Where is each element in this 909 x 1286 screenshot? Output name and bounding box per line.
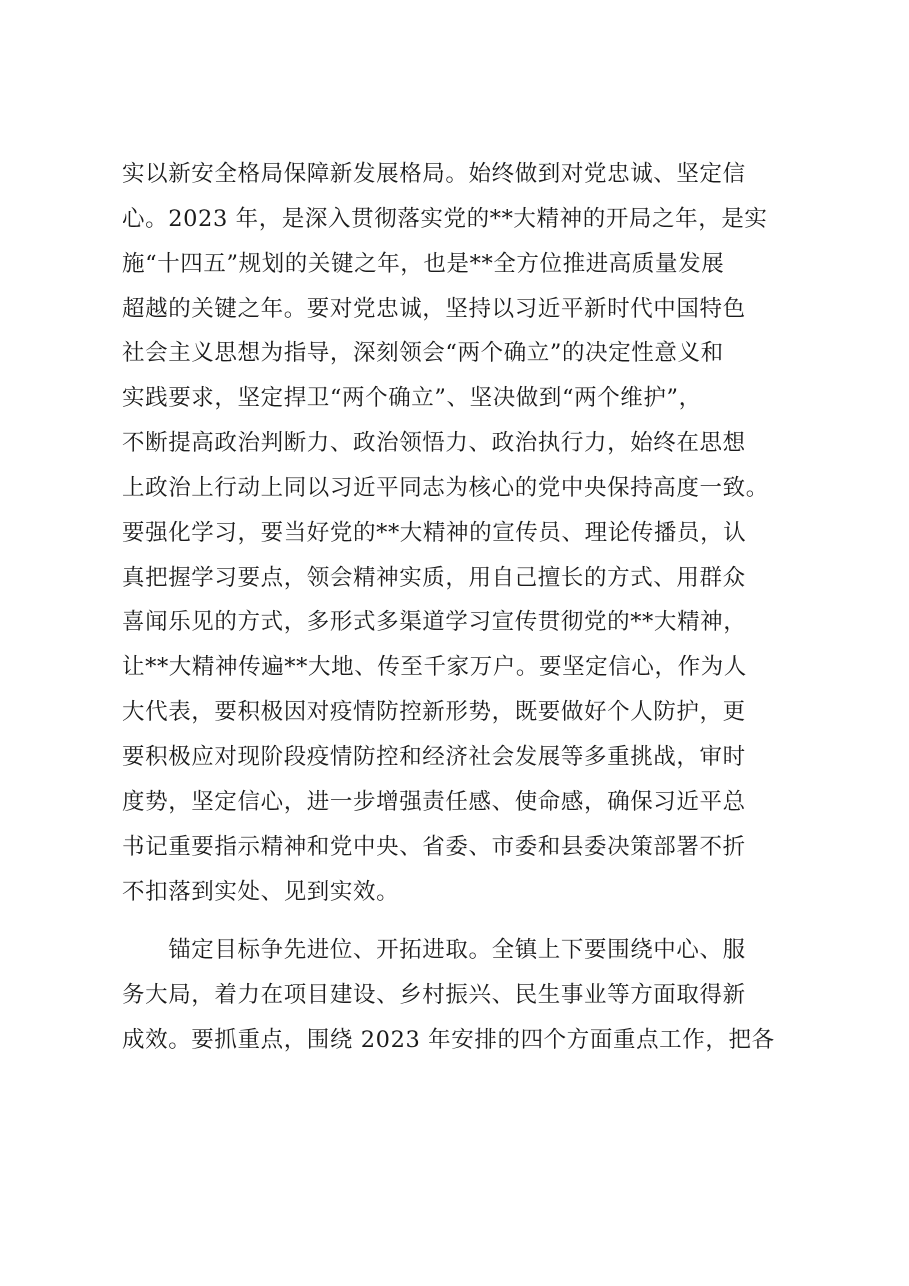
- text-line: 要强化学习，要当好党的**大精神的宣传员、理论传播员，认: [122, 519, 747, 546]
- text-line: 不断提高政治判断力、政治领悟力、政治执行力，始终在思想: [122, 430, 746, 457]
- text-line: 真把握学习要点，领会精神实质，用自己擅长的方式、用群众: [122, 564, 746, 591]
- text-line: 度势，坚定信心，进一步增强责任感、使命感，确保习近平总: [122, 788, 746, 815]
- text-line: 务大局，着力在项目建设、乡村振兴、民生事业等方面取得新: [122, 982, 746, 1009]
- text-line: 成效。要抓重点，围绕 2023 年安排的四个方面重点工作，把各: [122, 1027, 775, 1054]
- text-line: 社会主义思想为指导，深刻领会“两个确立”的决定性意义和: [122, 340, 724, 367]
- text-line: 让**大精神传遍**大地、传至千家万户。要坚定信心，作为人: [122, 654, 747, 681]
- paragraph: [122, 152, 802, 914]
- paragraph: [122, 928, 802, 1063]
- text-line: 喜闻乐见的方式，多形式多渠道学习宣传贯彻党的**大精神，: [122, 609, 747, 636]
- text-line: 锚定目标争先进位、开拓进取。全镇上下要围绕中心、服: [122, 937, 746, 964]
- text-line: 不扣落到实处、见到实效。: [122, 878, 400, 905]
- document-body: [122, 152, 802, 1063]
- text-line: 施“十四五”规划的关键之年，也是**全方位推进高质量发展: [122, 250, 725, 277]
- text-line: 实以新安全格局保障新发展格局。始终做到对党忠诚、坚定信: [122, 161, 746, 187]
- paragraph-spacer: [122, 914, 802, 928]
- text-line: 书记重要指示精神和党中央、省委、市委和县委决策部署不折: [122, 833, 746, 860]
- text-line: 要积极应对现阶段疫情防控和经济社会发展等多重挑战，审时: [122, 743, 746, 770]
- text-line: 心。2023 年，是深入贯彻落实党的**大精神的开局之年，是实: [122, 205, 768, 232]
- text-line: 大代表，要积极因对疫情防控新形势，既要做好个人防护，更: [122, 699, 746, 726]
- text-line: 实践要求，坚定捍卫“两个确立”、坚决做到“两个维护”，: [122, 385, 702, 412]
- text-line: 超越的关键之年。要对党忠诚，坚持以习近平新时代中国特色: [122, 295, 746, 322]
- text-line: 上政治上行动上同以习近平同志为核心的党中央保持高度一致。: [122, 474, 769, 501]
